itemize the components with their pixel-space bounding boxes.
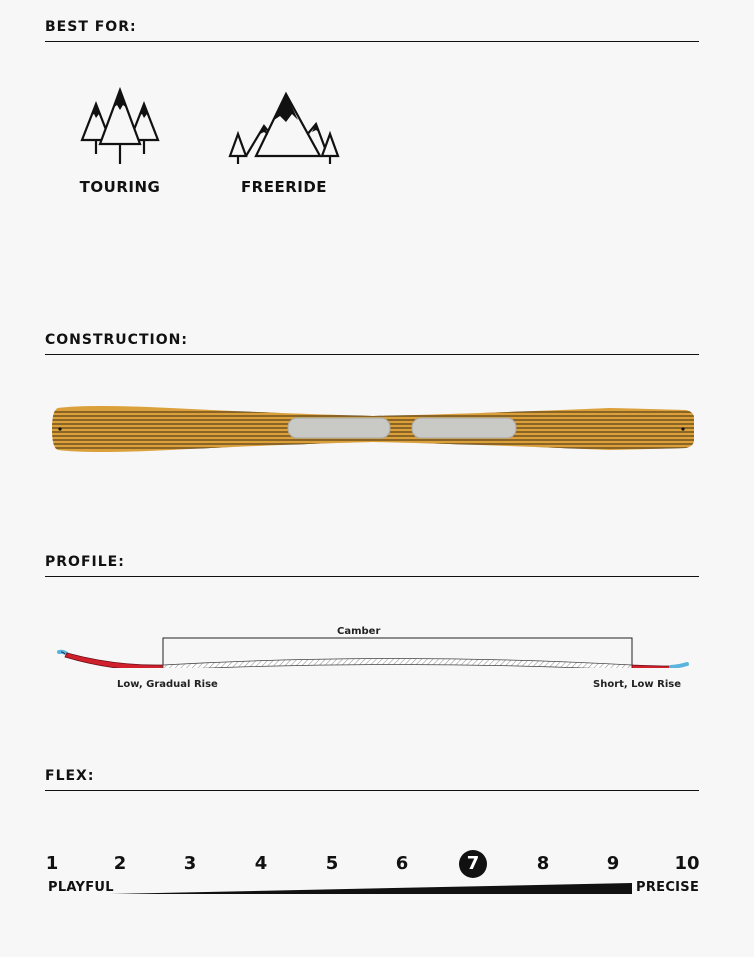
flex-number: 6 bbox=[395, 853, 409, 874]
flex-number: 3 bbox=[183, 853, 197, 874]
construction-divider bbox=[45, 354, 699, 355]
flex-number: 9 bbox=[606, 853, 620, 874]
best-for-divider bbox=[45, 41, 699, 42]
flex-divider bbox=[45, 790, 699, 791]
category-touring bbox=[50, 86, 190, 196]
flex-scale-wedge bbox=[110, 880, 634, 896]
ski-construction-graphic bbox=[50, 402, 696, 456]
flex-number: 4 bbox=[254, 853, 268, 874]
flex-precise-label: PRECISE bbox=[636, 880, 700, 895]
flex-number-selected: 7 bbox=[466, 853, 480, 874]
flex-title: FLEX: bbox=[45, 768, 95, 784]
flex-number: 10 bbox=[674, 853, 700, 874]
flex-number: 5 bbox=[325, 853, 339, 874]
profile-divider bbox=[45, 576, 699, 577]
tip-rise-label: Low, Gradual Rise bbox=[117, 679, 218, 690]
freeride-label: FREERIDE bbox=[240, 178, 328, 196]
flex-playful-label: PLAYFUL bbox=[48, 880, 114, 895]
ski-profile-graphic bbox=[55, 618, 695, 698]
best-for-title: BEST FOR: bbox=[45, 19, 137, 35]
flex-number: 2 bbox=[113, 853, 127, 874]
profile-title: PROFILE: bbox=[45, 554, 125, 570]
mountain-icon bbox=[228, 90, 340, 166]
construction-title: CONSTRUCTION: bbox=[45, 332, 188, 348]
camber-label: Camber bbox=[337, 626, 381, 637]
flex-number: 8 bbox=[536, 853, 550, 874]
tail-rise-label: Short, Low Rise bbox=[593, 679, 682, 690]
category-freeride bbox=[214, 90, 354, 196]
touring-label: TOURING bbox=[79, 178, 161, 196]
trees-icon bbox=[78, 86, 162, 166]
flex-number: 1 bbox=[45, 853, 59, 874]
